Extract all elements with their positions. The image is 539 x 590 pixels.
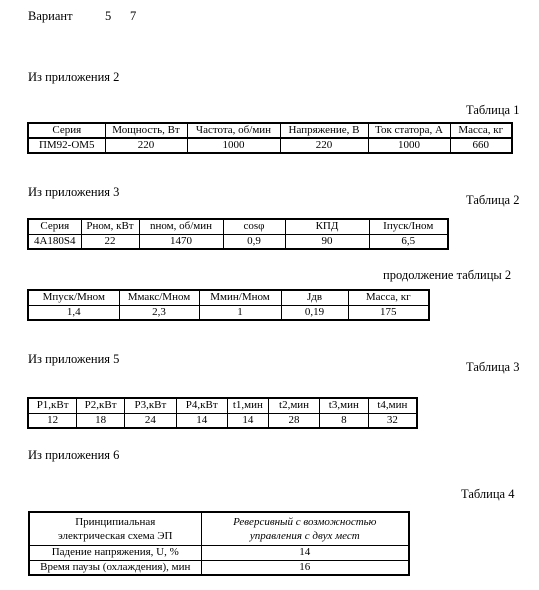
table-3-header-t3: t3,мин	[319, 398, 368, 413]
table-1-cell-mass: 660	[450, 138, 512, 153]
table-1-cell-frequency: 1000	[187, 138, 280, 153]
variant-label: Вариант	[28, 9, 73, 23]
table-3-header-t4: t4,мин	[368, 398, 417, 413]
table-2b-cell-mass: 175	[348, 305, 429, 320]
table-2-header-cosphi: cosφ	[223, 219, 285, 234]
table-1-header-power: Мощность, Вт	[105, 123, 187, 138]
table-4-scheme-value	[201, 512, 409, 545]
table-4-scheme-value-line-1: Реверсивный с возможностью	[233, 515, 377, 528]
table-2b-header-max-torque-ratio: Ммакс/Мном	[119, 290, 199, 305]
table-3-cell-p3: 24	[124, 413, 176, 428]
table-3-cell-t4: 32	[368, 413, 417, 428]
table-1-cell-power: 220	[105, 138, 187, 153]
table-2-header-efficiency: КПД	[285, 219, 369, 234]
table-2-cell-nnom: 1470	[139, 234, 223, 249]
table-2-continuation-caption: продолжение таблицы 2	[383, 268, 512, 282]
table-3-cell-t3: 8	[319, 413, 368, 428]
table-2b-cell-inertia: 0,19	[281, 305, 348, 320]
table-3-cell-p2: 18	[77, 413, 125, 428]
table-3-header-p3: P3,кВт	[124, 398, 176, 413]
table-1-header-stator-current: Ток статора, А	[368, 123, 450, 138]
table-3-cell-t2: 28	[269, 413, 320, 428]
table-3-caption: Таблица 3	[466, 360, 520, 374]
table-3-header-t2: t2,мин	[269, 398, 320, 413]
table-4-pause-time-label: Время паузы (охлаждения), мин	[29, 560, 201, 575]
table-4-scheme-value-line-2: управления с двух мест	[249, 529, 360, 542]
table-2-header-pnom: Pном, кВт	[81, 219, 139, 234]
table-1-header-frequency: Частота, об/мин	[187, 123, 280, 138]
table-4-caption: Таблица 4	[461, 487, 515, 501]
variant-number-1: 5	[105, 9, 112, 23]
table-3	[27, 397, 418, 429]
section-heading-appendix-6: Из приложения 6	[28, 448, 120, 462]
table-1-cell-voltage: 220	[280, 138, 368, 153]
table-2b-cell-start-torque-ratio: 1,4	[28, 305, 119, 320]
table-4-scheme-label-line-1: Принципиальная	[75, 515, 156, 528]
table-1-header-voltage: Напряжение, В	[280, 123, 368, 138]
table-3-cell-p4: 14	[176, 413, 227, 428]
table-2	[27, 218, 449, 250]
table-3-cell-t1: 14	[227, 413, 268, 428]
table-4-scheme-label	[29, 512, 201, 545]
table-2-cell-start-current-ratio: 6,5	[369, 234, 448, 249]
table-4-pause-time-value: 16	[201, 560, 409, 575]
section-heading-appendix-3: Из приложения 3	[28, 185, 120, 199]
table-3-header-t1: t1,мин	[227, 398, 268, 413]
table-2-header-start-current-ratio: Iпуск/Iном	[369, 219, 448, 234]
table-3-header-p2: P2,кВт	[77, 398, 125, 413]
table-2b-header-mass: Масса, кг	[348, 290, 429, 305]
table-4-voltage-drop-label: Падение напряжения, U, %	[29, 545, 201, 560]
table-2b-header-inertia: Jдв	[281, 290, 348, 305]
table-1-caption: Таблица 1	[466, 103, 520, 117]
table-2b-header-min-torque-ratio: Ммин/Мном	[199, 290, 281, 305]
table-3-header-p1: P1,кВт	[28, 398, 77, 413]
table-2-continuation	[27, 289, 430, 321]
table-1-header-series: Серия	[28, 123, 105, 138]
table-1	[27, 122, 513, 154]
table-4	[28, 511, 410, 576]
table-2-header-nnom: nном, об/мин	[139, 219, 223, 234]
table-2-cell-efficiency: 90	[285, 234, 369, 249]
table-2-cell-pnom: 22	[81, 234, 139, 249]
table-2-caption: Таблица 2	[466, 193, 520, 207]
table-1-cell-stator-current: 1000	[368, 138, 450, 153]
section-heading-appendix-5: Из приложения 5	[28, 352, 120, 366]
table-2-header-series: Серия	[28, 219, 81, 234]
table-2-cell-series: 4А180S4	[28, 234, 81, 249]
table-3-cell-p1: 12	[28, 413, 77, 428]
table-1-header-mass: Масса, кг	[450, 123, 512, 138]
table-4-voltage-drop-value: 14	[201, 545, 409, 560]
table-2b-cell-max-torque-ratio: 2,3	[119, 305, 199, 320]
table-2b-cell-min-torque-ratio: 1	[199, 305, 281, 320]
table-2b-header-start-torque-ratio: Мпуск/Мном	[28, 290, 119, 305]
table-2-cell-cosphi: 0,9	[223, 234, 285, 249]
table-3-header-p4: P4,кВт	[176, 398, 227, 413]
section-heading-appendix-2: Из приложения 2	[28, 70, 120, 84]
table-1-cell-series: ПМ92-ОМ5	[28, 138, 105, 153]
table-4-scheme-label-line-2: электрическая схема ЭП	[58, 529, 173, 542]
variant-number-2: 7	[130, 9, 137, 23]
